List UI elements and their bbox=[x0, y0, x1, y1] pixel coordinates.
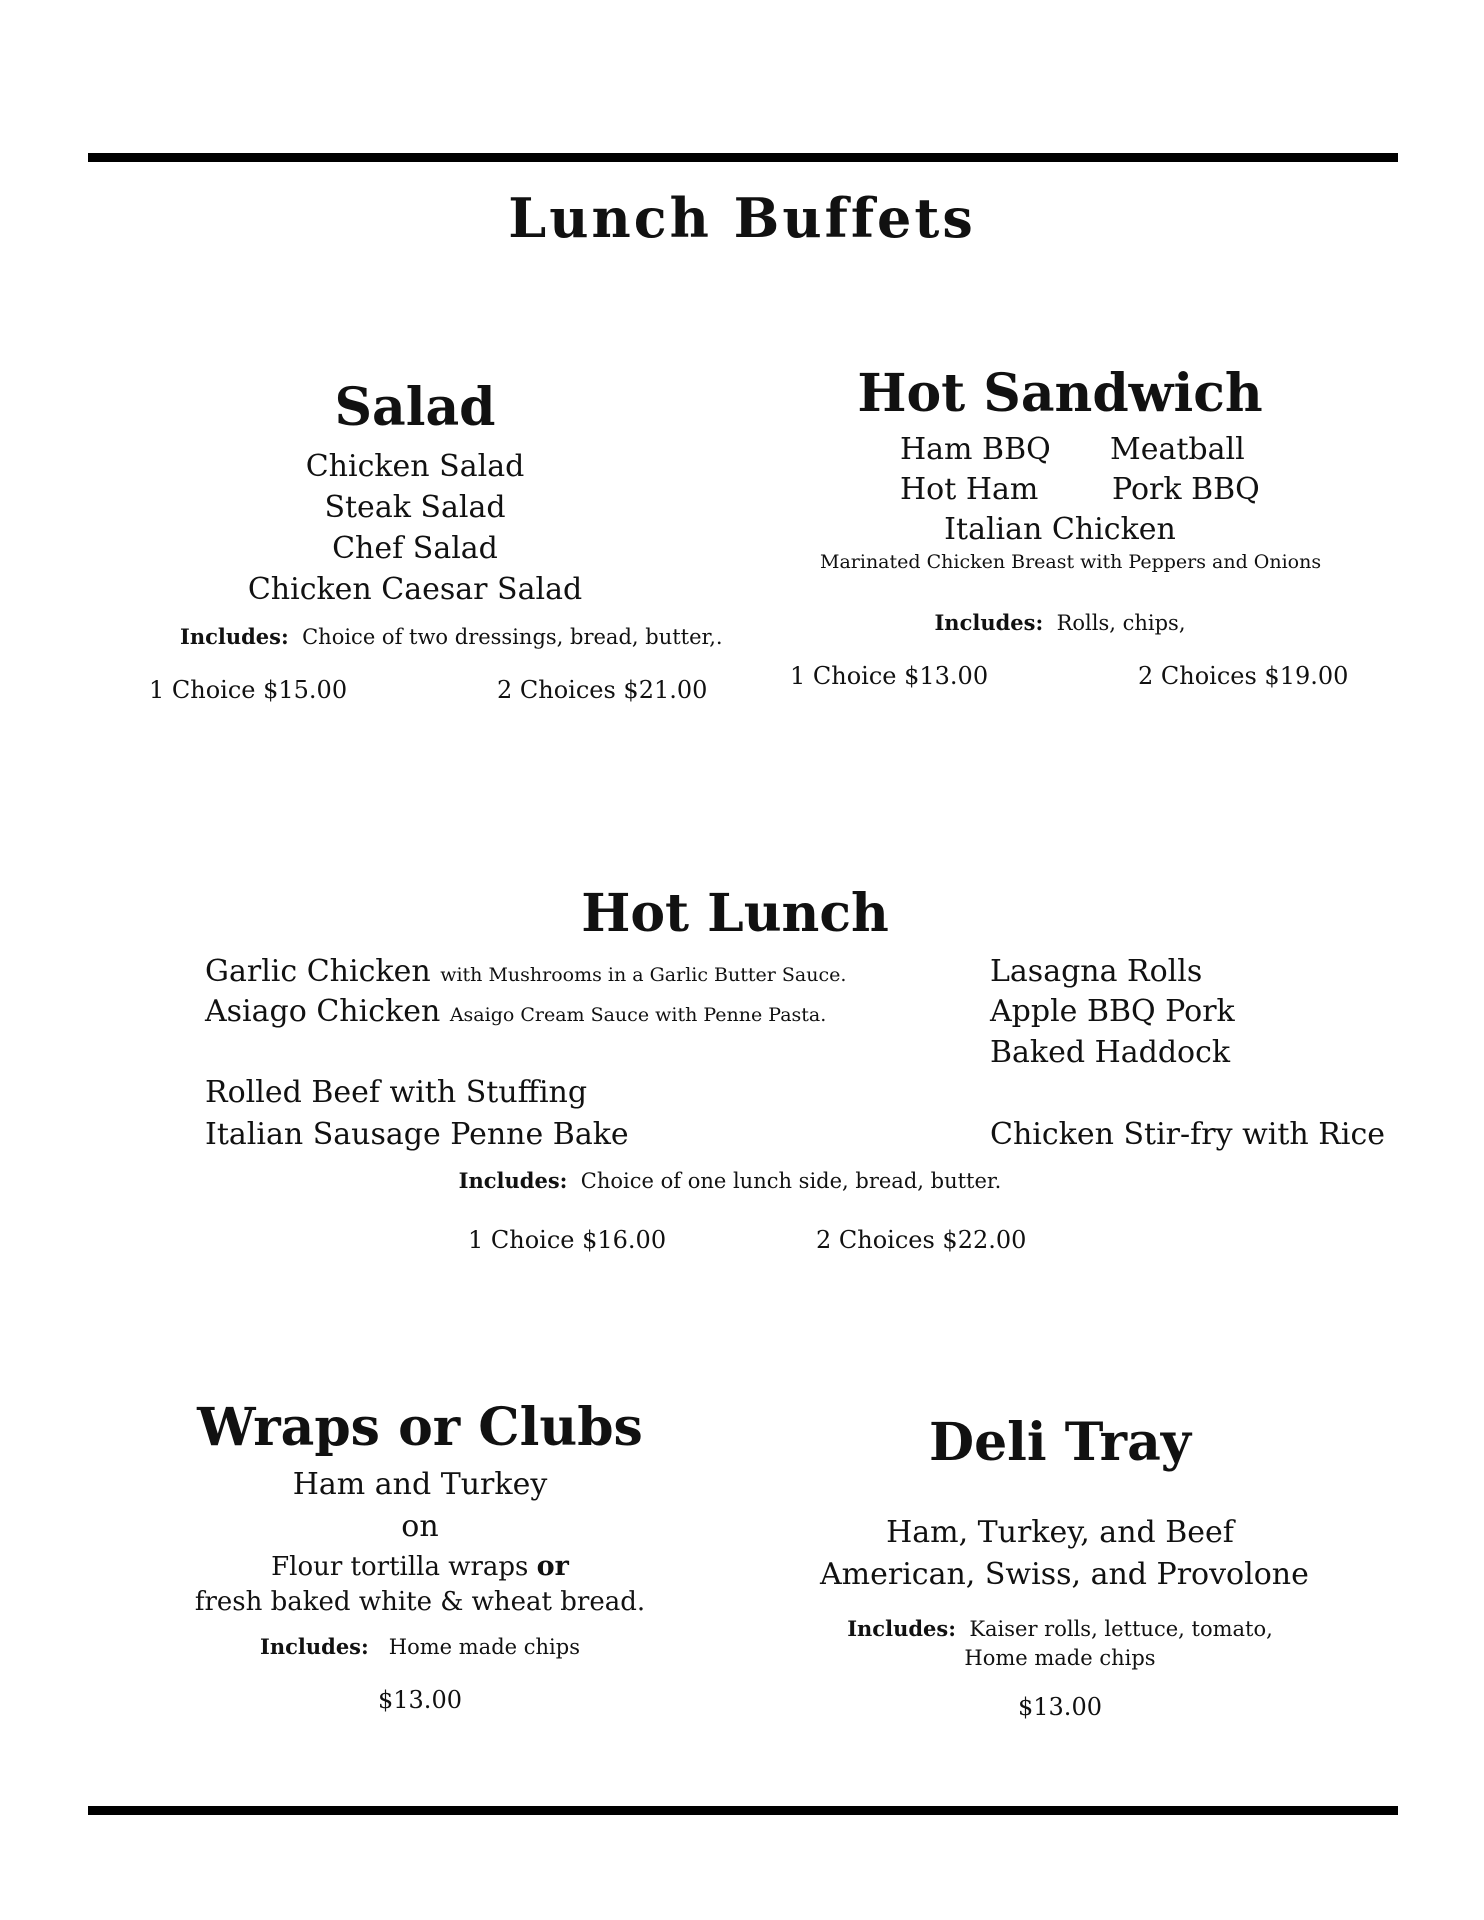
includes-label: Includes: bbox=[847, 1616, 956, 1641]
salad-includes bbox=[180, 622, 723, 652]
salad-item: Chef Salad bbox=[332, 531, 498, 566]
item-note: Asaigo Cream Sauce with Penne Pasta. bbox=[449, 1004, 827, 1026]
wraps-text: Flour tortilla wraps bbox=[271, 1552, 537, 1582]
hot-lunch-includes bbox=[380, 1166, 1080, 1196]
wraps-line: Ham and Turkey bbox=[292, 1467, 548, 1502]
includes-label: Includes: bbox=[458, 1168, 568, 1193]
salad-item: Chicken Caesar Salad bbox=[247, 572, 583, 607]
hot-lunch-item: Italian Sausage Penne Bake bbox=[205, 1117, 629, 1152]
includes-text: Kaiser rolls, lettuce, tomato, bbox=[969, 1617, 1273, 1641]
hot-sandwich-title: Hot Sandwich bbox=[857, 363, 1263, 424]
salad-item: Chicken Salad bbox=[305, 449, 525, 484]
wraps-title: Wraps or Clubs bbox=[197, 1397, 643, 1458]
includes-text: Choice of two dressings, bread, butter,. bbox=[302, 625, 723, 649]
or-word: or bbox=[536, 1551, 569, 1582]
sandwich-item: Ham BBQ bbox=[900, 432, 1051, 467]
italian-chicken-note: Marinated Chicken Breast with Peppers and Onions bbox=[820, 551, 1322, 573]
includes-text: Choice of one lunch side, bread, butter. bbox=[580, 1169, 1002, 1193]
deli-includes-line2: Home made chips bbox=[964, 1646, 1156, 1670]
deli-line: American, Swiss, and Provolone bbox=[820, 1557, 1309, 1592]
sandwich-includes bbox=[820, 608, 1300, 638]
wraps-line: on bbox=[401, 1509, 439, 1544]
sandwich-item: Italian Chicken bbox=[944, 512, 1176, 547]
salad-item: Steak Salad bbox=[324, 490, 506, 525]
page-title: Lunch Buffets bbox=[508, 186, 976, 250]
deli-title: Deli Tray bbox=[928, 1412, 1191, 1473]
salad-price-two: 2 Choices $21.00 bbox=[497, 676, 708, 704]
hot-lunch-price-one: 1 Choice $16.00 bbox=[468, 1226, 667, 1254]
item-name: Asiago Chicken bbox=[205, 994, 441, 1029]
sandwich-item: Pork BBQ bbox=[1112, 472, 1260, 507]
deli-line: Ham, Turkey, and Beef bbox=[886, 1515, 1234, 1550]
wraps-price: $13.00 bbox=[378, 1686, 462, 1714]
includes-label: Includes: bbox=[180, 624, 289, 649]
includes-text: Home made chips bbox=[388, 1635, 580, 1659]
sandwich-item: Hot Ham bbox=[900, 472, 1039, 507]
wraps-line: fresh baked white & wheat bread. bbox=[194, 1587, 646, 1617]
hot-lunch-item bbox=[205, 992, 826, 1035]
includes-text: Rolls, chips, bbox=[1056, 611, 1186, 635]
hot-lunch-title: Hot Lunch bbox=[581, 883, 889, 944]
includes-label: Includes: bbox=[934, 610, 1044, 635]
bottom-divider bbox=[88, 1806, 1398, 1815]
sandwich-price-one: 1 Choice $13.00 bbox=[790, 662, 989, 690]
includes-label: Includes: bbox=[260, 1634, 369, 1659]
salad-price-one: 1 Choice $15.00 bbox=[149, 676, 348, 704]
hot-lunch-item: Baked Haddock bbox=[990, 1035, 1231, 1070]
item-note: with Mushrooms in a Garlic Butter Sauce. bbox=[440, 964, 847, 986]
item-name: Garlic Chicken bbox=[205, 954, 431, 989]
wraps-includes bbox=[190, 1632, 650, 1662]
hot-lunch-item: Chicken Stir-fry with Rice bbox=[990, 1117, 1385, 1152]
sandwich-price-two: 2 Choices $19.00 bbox=[1138, 662, 1349, 690]
top-divider bbox=[88, 153, 1398, 162]
deli-price: $13.00 bbox=[1018, 1693, 1102, 1721]
hot-lunch-price-two: 2 Choices $22.00 bbox=[816, 1226, 1027, 1254]
hot-lunch-item: Lasagna Rolls bbox=[990, 954, 1203, 989]
hot-lunch-item bbox=[205, 952, 846, 995]
hot-lunch-item: Apple BBQ Pork bbox=[990, 994, 1235, 1029]
salad-title: Salad bbox=[334, 377, 496, 438]
deli-includes bbox=[820, 1614, 1300, 1644]
hot-lunch-item: Rolled Beef with Stuffing bbox=[205, 1075, 588, 1110]
wraps-line bbox=[190, 1550, 650, 1584]
sandwich-item: Meatball bbox=[1110, 432, 1245, 467]
